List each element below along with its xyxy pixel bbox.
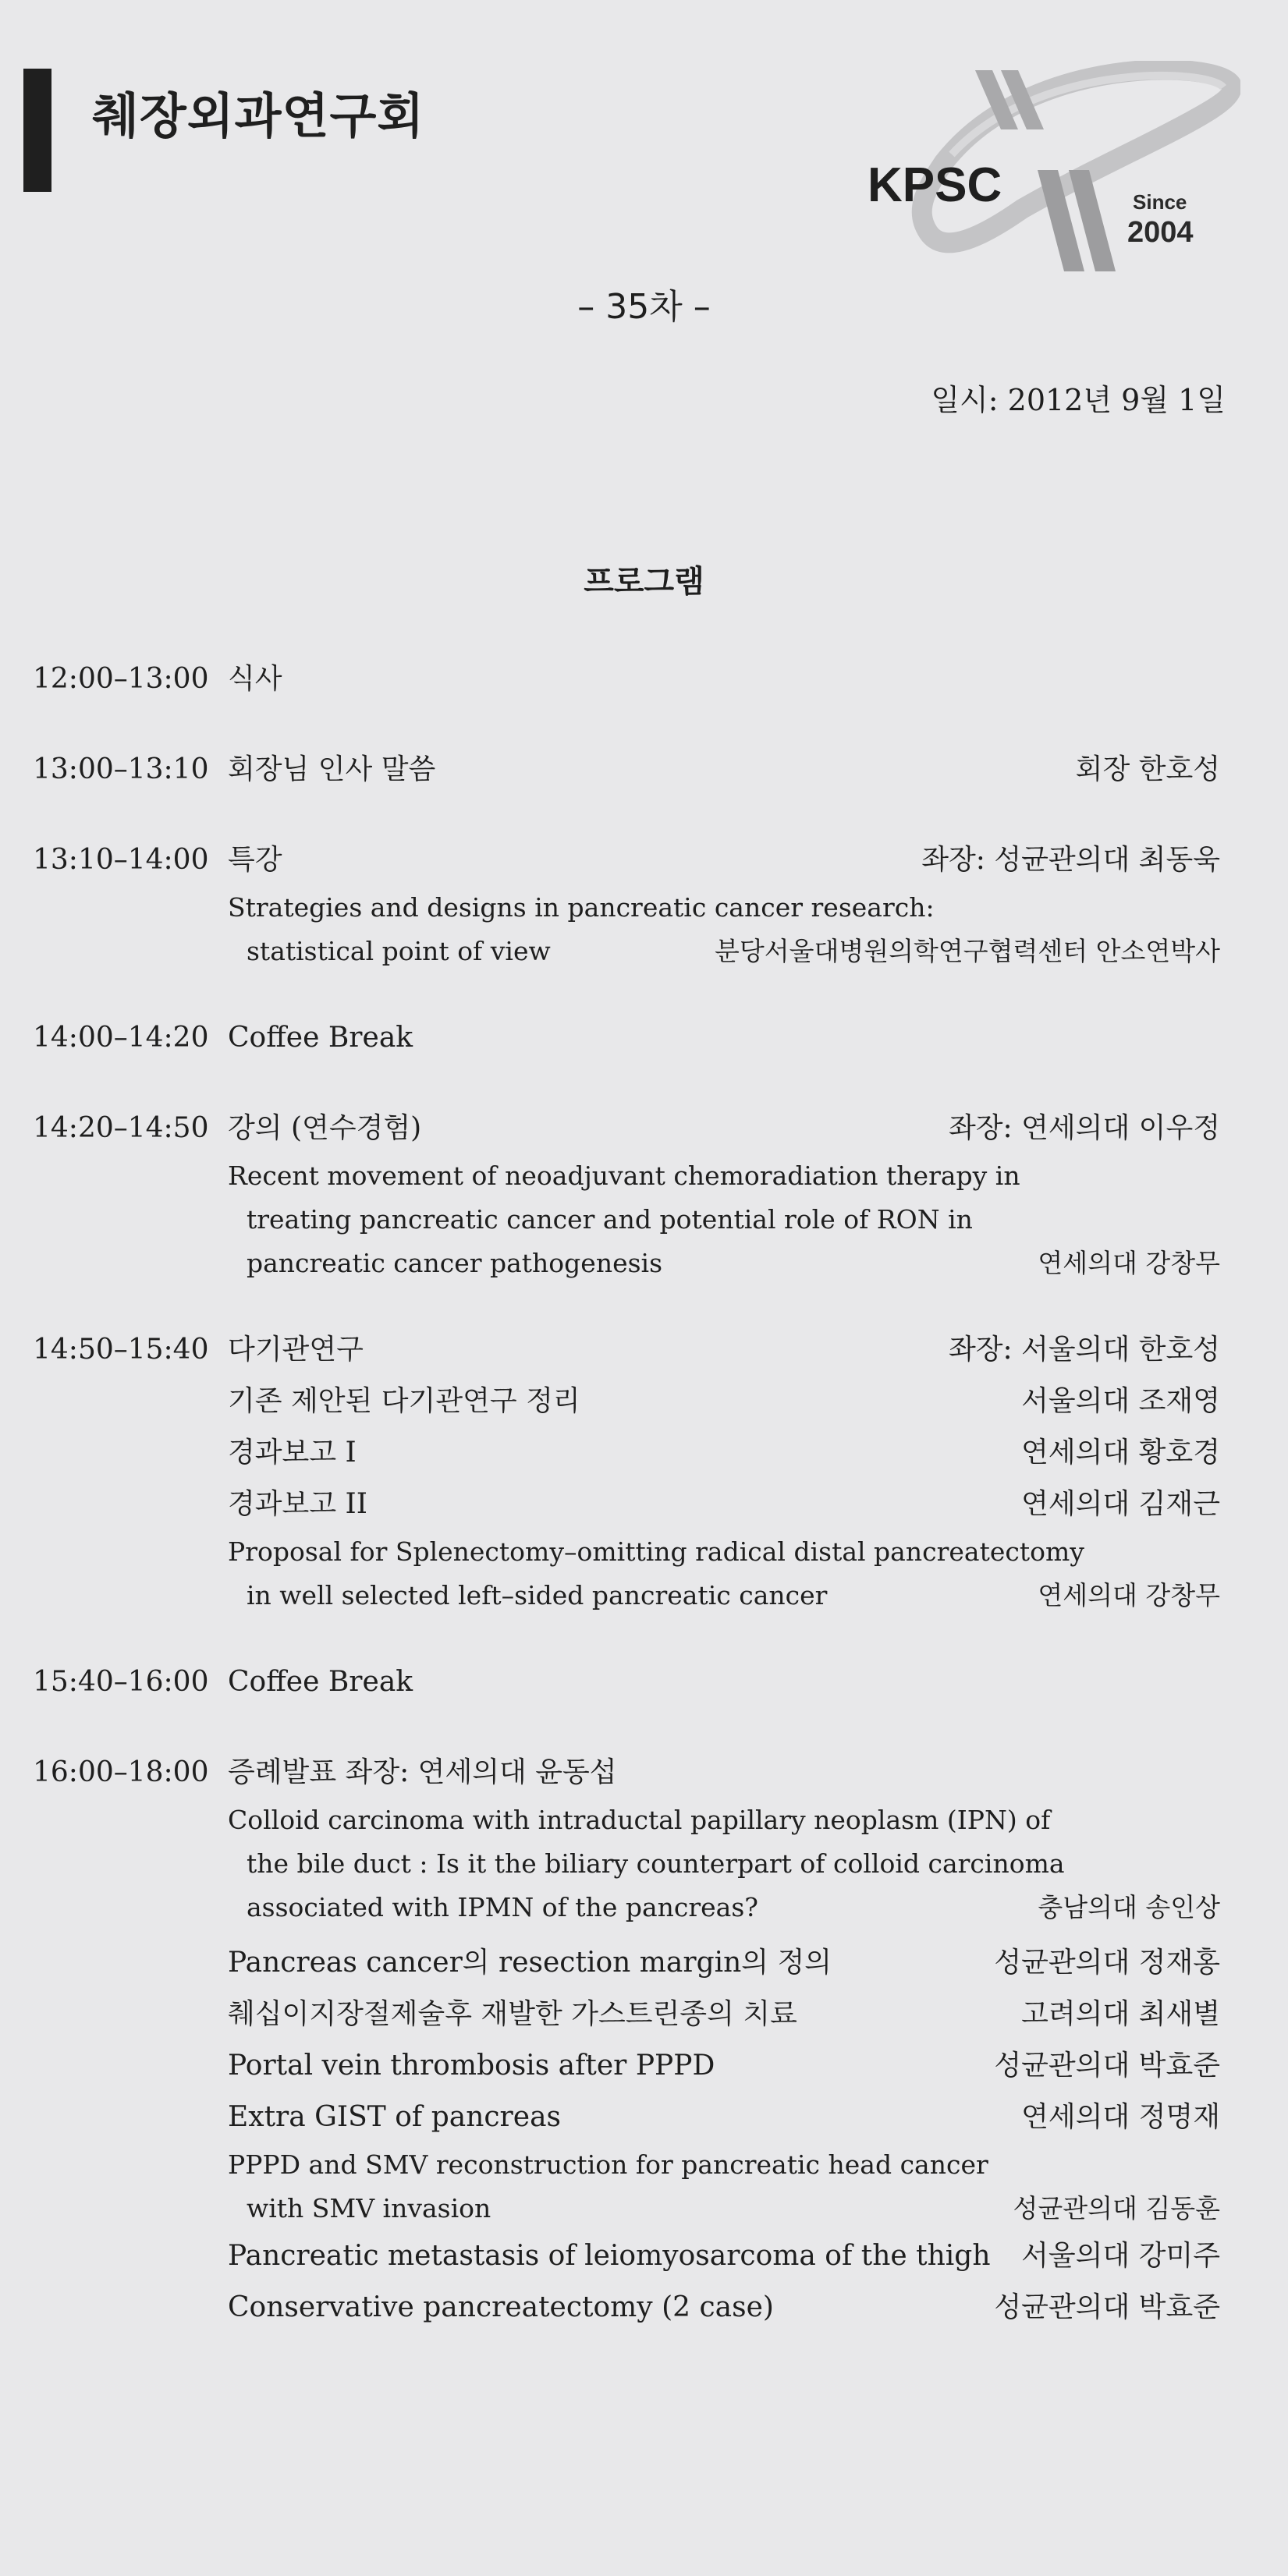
schedule-slot (33, 744, 1220, 795)
slot-title: Coffee Break (228, 1022, 413, 1054)
slot-time: 14:50–15:40 (33, 1334, 209, 1366)
talk-title-line: Strategies and designs in pancreatic cancer research: (228, 892, 935, 923)
slot-title: 증례발표 좌장: 연세의대 윤동섭 (228, 1756, 617, 1788)
slot-speaker: 회장 한호성 (1075, 753, 1220, 785)
talk-title-line: Pancreatic metastasis of leiomyosarcoma of the thigh (228, 2240, 991, 2272)
talk-title-line: associated with IPMN of the pancreas? (247, 1892, 758, 1922)
schedule-slot (33, 1747, 1220, 2333)
slot-title: 특강 (228, 844, 282, 876)
talk-title-line: Recent movement of neoadjuvant chemoradiation therapy in (228, 1160, 1020, 1191)
talk-speaker: 성균관의대 김동훈 (1013, 2193, 1220, 2223)
talk-speaker: 성균관의대 박효준 (994, 2050, 1220, 2082)
talk-title-line: in well selected left–sided pancreatic cancer (247, 1580, 828, 1610)
talk-title-line: pancreatic cancer pathogenesis (247, 1248, 663, 1278)
talk-title-line: 기존 제안된 다기관연구 정리 (228, 1385, 580, 1417)
schedule-slot (33, 834, 1220, 973)
talk-speaker: 연세의대 강창무 (1038, 1248, 1220, 1278)
schedule-slot (33, 1103, 1220, 1285)
talk-title-line: PPPD and SMV reconstruction for pancreatic head cancer (228, 2149, 988, 2180)
slot-title: 강의 (연수경험) (228, 1112, 422, 1144)
slot-time: 14:00–14:20 (33, 1022, 209, 1054)
schedule-slot (33, 1324, 1220, 1618)
slot-time: 15:40–16:00 (33, 1666, 209, 1698)
talk-title-line: with SMV invasion (247, 2193, 491, 2223)
program-heading: 프로그램 (584, 564, 704, 600)
talk-title-line: Pancreas cancer의 resection margin의 정의 (228, 1947, 832, 1979)
talk-title-line: the bile duct : Is it the biliary counterpart of colloid carcinoma (247, 1848, 1065, 1879)
logo-since-label: Since (1133, 190, 1187, 214)
schedule-slot (33, 1012, 1220, 1064)
talk-speaker: 연세의대 강창무 (1038, 1580, 1220, 1610)
slot-time: 16:00–18:00 (33, 1756, 209, 1788)
talk-speaker: 고려의대 최새별 (1021, 1998, 1220, 2030)
talk-title-line: 경과보고 I (228, 1437, 357, 1469)
logo-text: KPSC (868, 158, 1002, 212)
slot-title: 식사 (228, 663, 282, 695)
title-accent-bar (23, 69, 51, 192)
talk-title-line: Colloid carcinoma with intraductal papillary neoplasm (IPN) of (228, 1805, 1051, 1835)
talk-speaker: 연세의대 정명재 (1021, 2101, 1220, 2133)
schedule-slot (33, 654, 1220, 705)
slot-time: 12:00–13:00 (33, 663, 209, 695)
talk-speaker: 서울의대 강미주 (1021, 2240, 1220, 2272)
slot-title: Coffee Break (228, 1666, 413, 1698)
talk-title-line: 경과보고 II (228, 1488, 367, 1520)
talk-title-line: statistical point of view (247, 936, 551, 966)
session-number: – 35차 – (577, 287, 711, 327)
slot-chair: 좌장: 성균관의대 최동욱 (921, 844, 1220, 876)
logo-since-year: 2004 (1127, 216, 1194, 249)
slot-title: 회장님 인사 말씀 (228, 753, 436, 785)
slot-title: 다기관연구 (228, 1334, 364, 1366)
talk-speaker: 충남의대 송인상 (1038, 1892, 1220, 1922)
talk-title-line: Proposal for Splenectomy–omitting radical distal pancreatectomy (228, 1536, 1084, 1567)
talk-title-line: 췌십이지장절제술후 재발한 가스트린종의 치료 (228, 1998, 797, 2030)
slot-chair: 좌장: 연세의대 이우정 (949, 1112, 1220, 1144)
schedule-slot (33, 1657, 1220, 1708)
talk-speaker: 성균관의대 정재홍 (994, 1947, 1220, 1979)
event-date: 일시: 2012년 9월 1일 (931, 383, 1226, 417)
slot-time: 13:00–13:10 (33, 753, 209, 785)
talk-speaker: 분당서울대병원의학연구협력센터 안소연박사 (714, 936, 1220, 966)
slot-time: 13:10–14:00 (33, 844, 209, 876)
talk-speaker: 연세의대 황호경 (1021, 1437, 1220, 1469)
organization-name: 췌장외과연구회 (92, 87, 425, 144)
talk-speaker: 연세의대 김재근 (1021, 1488, 1220, 1520)
slot-time: 14:20–14:50 (33, 1112, 209, 1144)
talk-title-line: Extra GIST of pancreas (228, 2101, 562, 2133)
program-schedule (33, 654, 1220, 2333)
kpsc-logo (850, 61, 1240, 287)
slot-chair: 좌장: 서울의대 한호성 (949, 1334, 1220, 1366)
talk-title-line: Conservative pancreatectomy (2 case) (228, 2291, 774, 2323)
talk-speaker: 성균관의대 박효준 (994, 2291, 1220, 2323)
talk-title-line: treating pancreatic cancer and potential role of RON in (247, 1204, 973, 1235)
talk-speaker: 서울의대 조재영 (1021, 1385, 1220, 1417)
talk-title-line: Portal vein thrombosis after PPPD (228, 2050, 715, 2082)
